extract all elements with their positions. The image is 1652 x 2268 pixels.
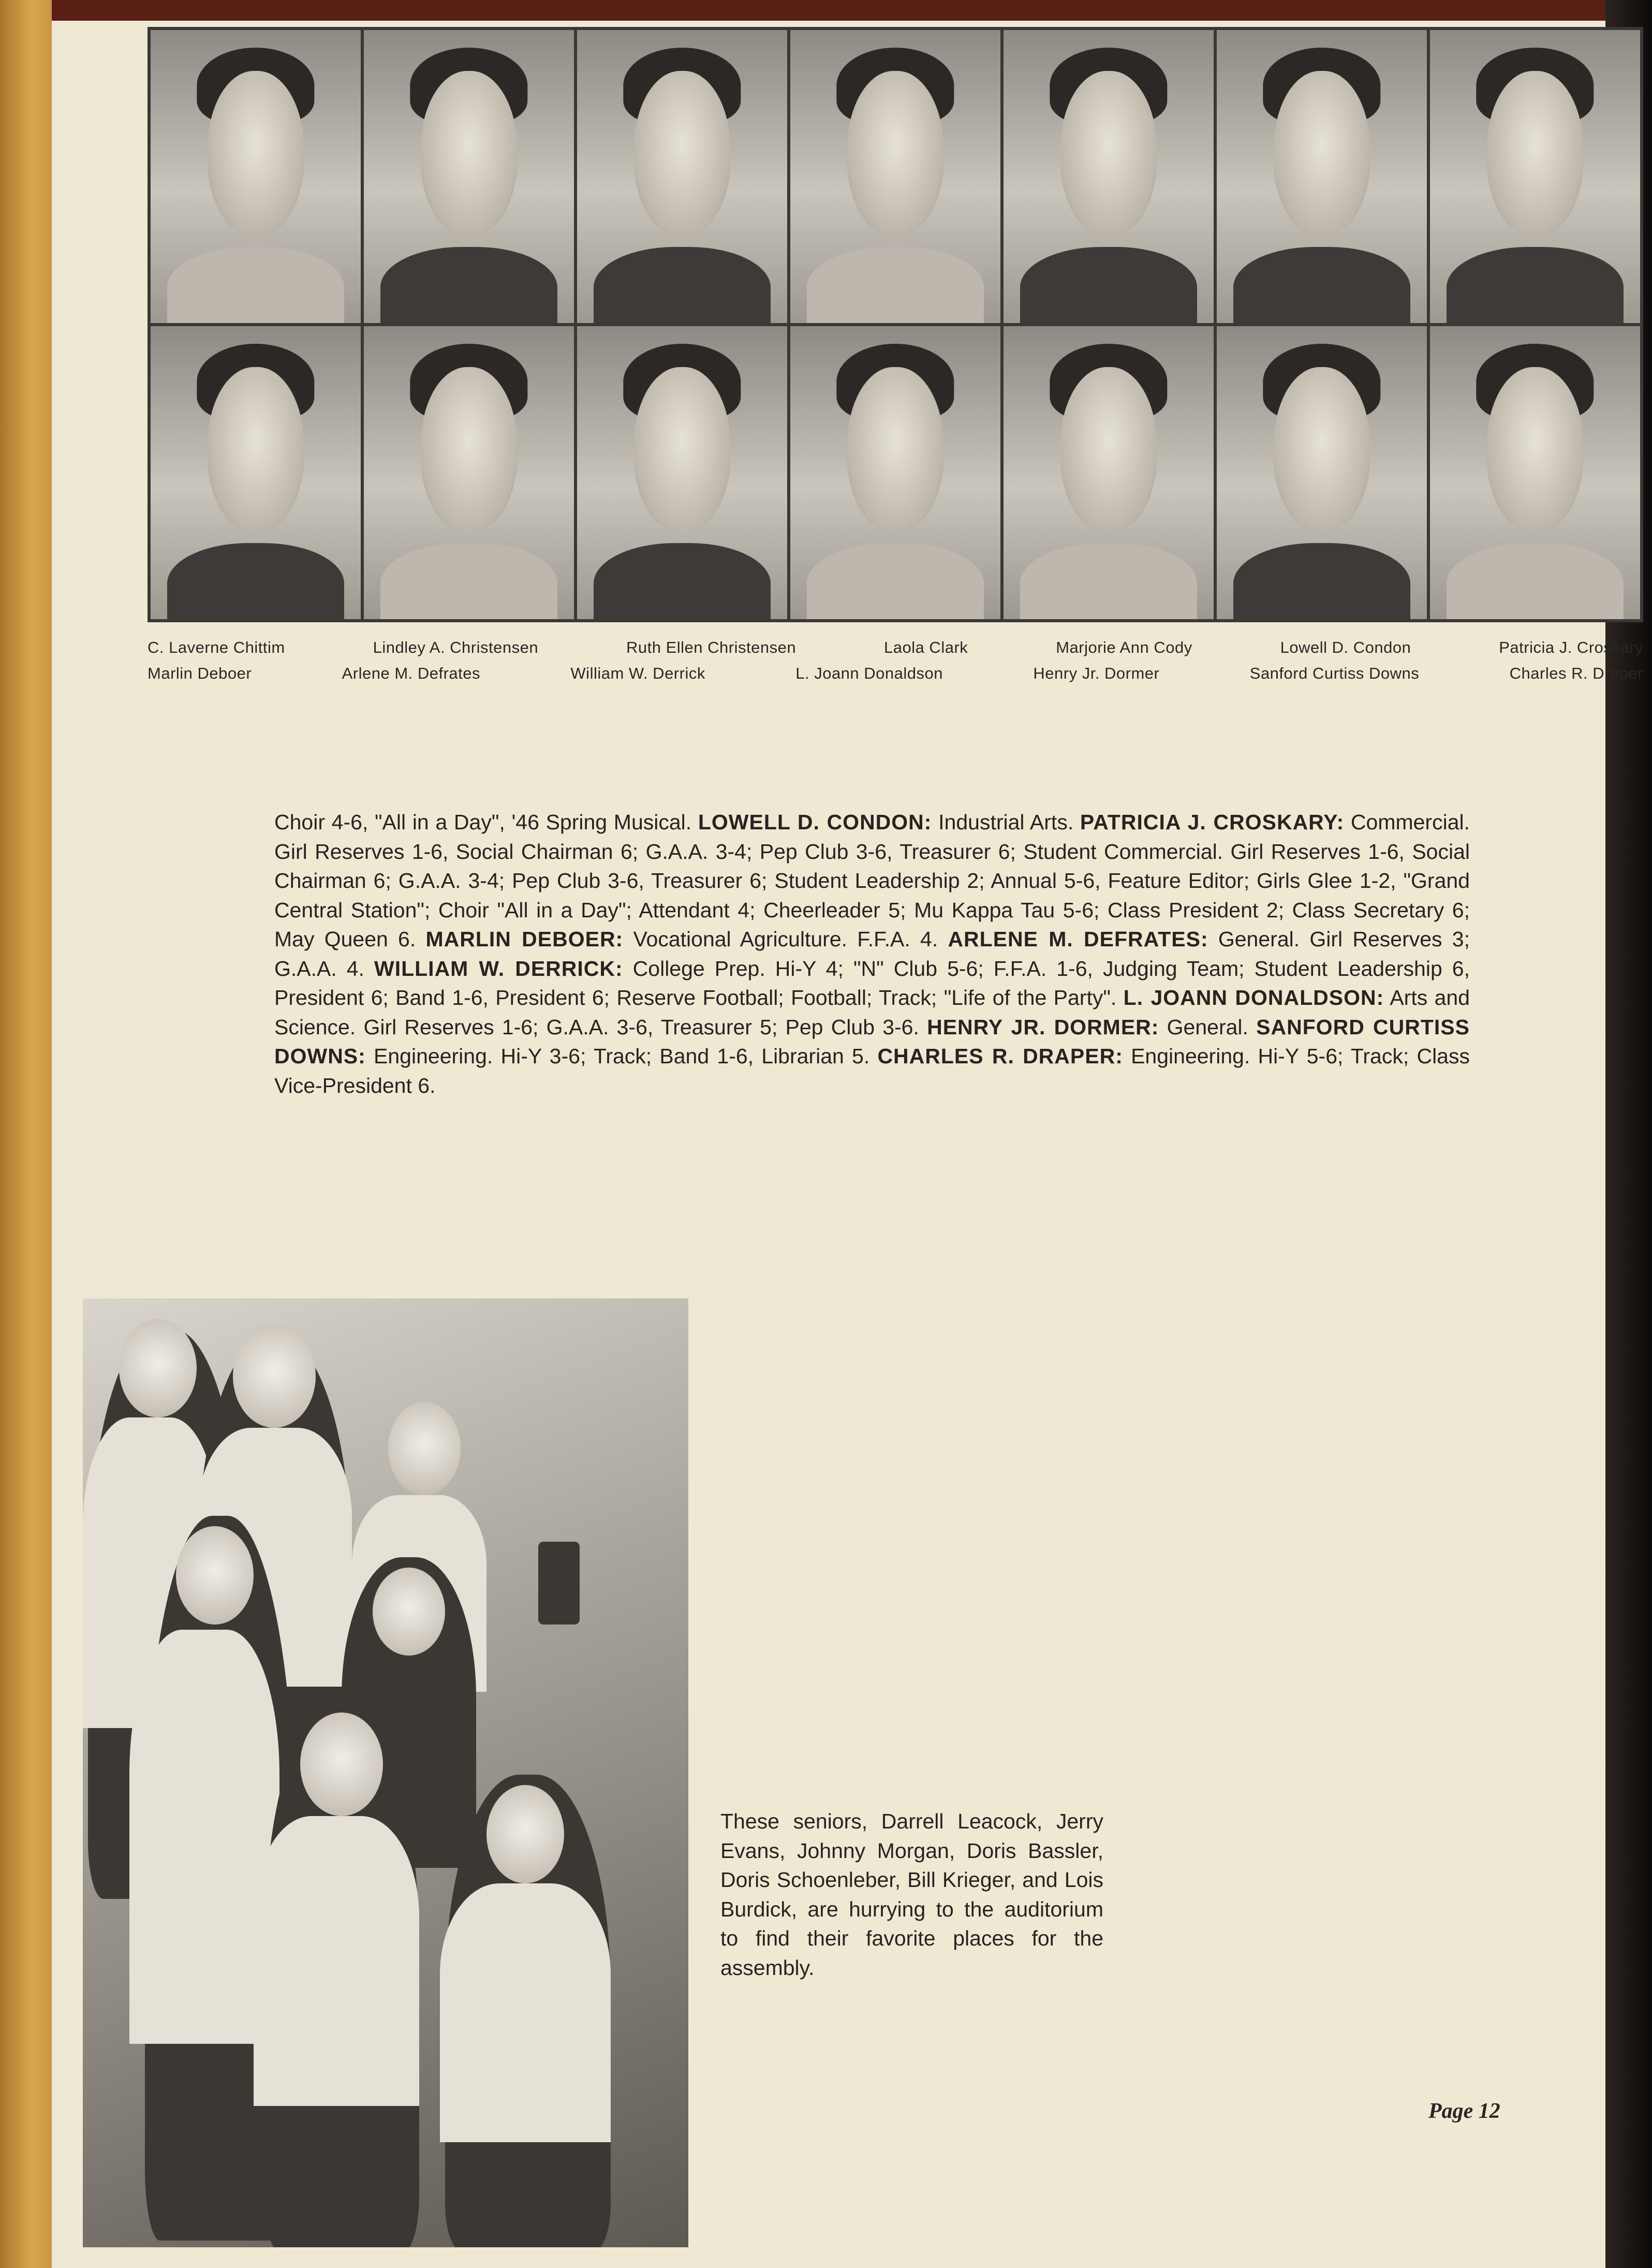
portrait-photo — [151, 326, 361, 619]
portrait-caption: Lindley A. Christensen — [373, 638, 539, 656]
book-binding-left — [0, 0, 52, 2268]
portrait-grid — [148, 27, 1643, 622]
portrait-caption: Lowell D. Condon — [1280, 638, 1411, 656]
student-name: WILLIAM W. DERRICK: — [374, 956, 623, 981]
portrait-captions-row-1 — [148, 638, 1643, 657]
bio-text: Engineering. Hi-Y 3-6; Track; Band 1-6, Librarian 5. — [365, 1044, 878, 1068]
portrait-photo — [364, 30, 574, 323]
senior-activities-text — [274, 808, 1470, 1100]
group-photo — [83, 1298, 688, 2247]
group-photo-caption: These seniors, Darrell Leacock, Jerry Evans, Johnny Morgan, Doris Bassler, Doris Schoenleber, Bill Krieger, and Lois Burdick, are hurrying to the auditorium to find their favorite places for the assembly. — [720, 1809, 1103, 1980]
book-binding-top — [0, 0, 1652, 21]
bio-text: General. — [1159, 1015, 1257, 1039]
portrait-caption: Henry Jr. Dormer — [1033, 664, 1160, 682]
student-name: LOWELL D. CONDON: — [698, 810, 932, 834]
student-name: HENRY JR. DORMER: — [927, 1015, 1159, 1039]
portrait-photo — [1430, 30, 1640, 323]
bio-text: Vocational Agriculture. F.F.A. 4. — [623, 927, 948, 951]
bio-text: Arts and Science. Girl Reserves 1-6; G.A.A. 3-6, Treasurer 5; Pep Club 3-6. — [274, 986, 1470, 1039]
bio-text: Commercial. Girl Reserves 1-6, Social Chairman 6; G.A.A. 3-4; Pep Club 3-6, Treasurer 6; Student Commercial. Girl Reserves 1-6, Social Chairman 6; G.A.A. 3-4; Pep Club 3-6, Treasurer 6; Student Leadership 2; Annual 5-6, Feature Editor; Girls Glee 1-2, "Grand Central Station"; Choir "All in a Day"; Attendant 4; Cheerleader 5; Mu Kappa Tau 5-6; Class President 2; Class Secretary 6; May Queen 6. — [274, 810, 1470, 951]
portrait-photo — [151, 30, 361, 323]
portrait-photo — [577, 326, 787, 619]
portrait-caption: Arlene M. Defrates — [342, 664, 481, 682]
portrait-photo — [1004, 326, 1214, 619]
portrait-photo — [1217, 30, 1427, 323]
portrait-photo — [364, 326, 574, 619]
bio-text: Industrial Arts. — [932, 810, 1080, 834]
student-name: SANFORD CURTISS DOWNS: — [274, 1015, 1470, 1068]
yearbook-page — [52, 21, 1643, 2268]
portrait-caption: Ruth Ellen Christensen — [626, 638, 797, 656]
portrait-caption: Charles R. Draper — [1509, 664, 1643, 682]
portrait-photo — [577, 30, 787, 323]
student-name: PATRICIA J. CROSKARY: — [1080, 810, 1345, 834]
page-number: Page 12 — [1428, 2099, 1500, 2123]
portrait-photo — [790, 30, 1000, 323]
portrait-caption: L. Joann Donaldson — [795, 664, 943, 682]
bio-text: General. Girl Reserves 3; G.A.A. 4. — [274, 927, 1470, 981]
student-name: MARLIN DEBOER: — [425, 927, 624, 951]
portrait-caption: C. Laverne Chittim — [148, 638, 285, 656]
portrait-caption: Marjorie Ann Cody — [1056, 638, 1192, 656]
bio-text: Engineering. Hi-Y 5-6; Track; Class Vice-President 6. — [274, 1044, 1470, 1098]
portrait-photo — [790, 326, 1000, 619]
portrait-caption: Laola Clark — [883, 638, 968, 656]
portrait-caption: Marlin Deboer — [148, 664, 252, 682]
student-name: L. JOANN DONALDSON: — [1123, 986, 1384, 1009]
portrait-photo — [1430, 326, 1640, 619]
portrait-caption: William W. Derrick — [570, 664, 705, 682]
bio-text: Choir 4-6, "All in a Day", '46 Spring Musical. — [274, 810, 698, 834]
portrait-photo — [1004, 30, 1214, 323]
portrait-captions-row-2 — [148, 664, 1643, 683]
student-name: ARLENE M. DEFRATES: — [948, 927, 1208, 951]
portrait-photo — [1217, 326, 1427, 619]
student-name: CHARLES R. DRAPER: — [877, 1044, 1123, 1068]
portrait-caption: Patricia J. Croskary — [1499, 638, 1643, 656]
bio-text: College Prep. Hi-Y 4; "N" Club 5-6; F.F.A. 1-6, Judging Team; Student Leadership 6, President 6; Band 1-6, President 6; Reserve Football; Football; Track; "Life of the Party". — [274, 956, 1470, 1009]
portrait-caption: Sanford Curtiss Downs — [1249, 664, 1420, 682]
